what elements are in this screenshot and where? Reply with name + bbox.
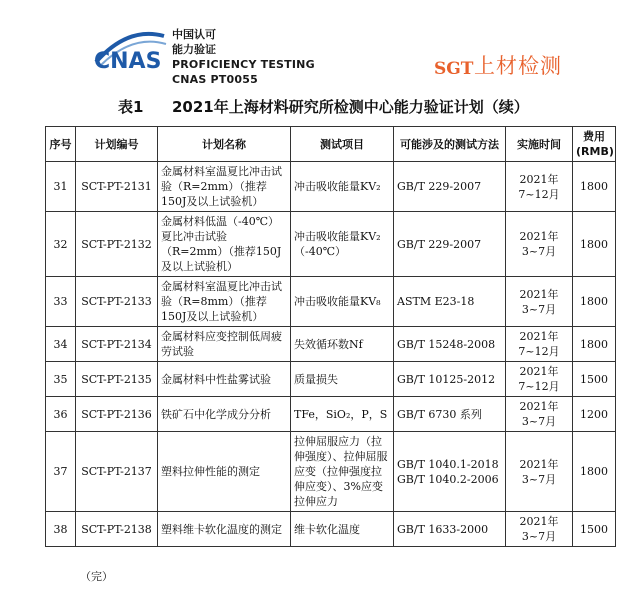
- cell-item: TFe，SiO₂，P，S: [291, 397, 394, 432]
- cell-no: 32: [46, 212, 76, 277]
- cell-code: SCT-PT-2133: [76, 277, 158, 327]
- cnas-cn-line2: 能力验证: [172, 43, 216, 56]
- cell-code: SCT-PT-2132: [76, 212, 158, 277]
- cell-method: GB/T 10125-2012: [394, 362, 506, 397]
- cell-item: 失效循环数Nf: [291, 327, 394, 362]
- cell-time: 2021年 3~7月: [506, 397, 573, 432]
- cell-time: 2021年 3~7月: [506, 512, 573, 547]
- cell-no: 33: [46, 277, 76, 327]
- cell-code: SCT-PT-2137: [76, 432, 158, 512]
- document-header: [0, 0, 643, 92]
- sgt-company-name: 上材检测: [474, 54, 562, 78]
- cell-method: GB/T 1040.1-2018 GB/T 1040.2-2006: [394, 432, 506, 512]
- cell-method: GB/T 1633-2000: [394, 512, 506, 547]
- column-header: 可能涉及的测试方法: [394, 127, 506, 162]
- cell-item: 冲击吸收能量KV₂: [291, 162, 394, 212]
- column-header: 测试项目: [291, 127, 394, 162]
- sgt-logo-text: SGT: [434, 59, 474, 79]
- cell-name: 金属材料中性盐雾试验: [158, 362, 291, 397]
- cnas-en-line2: CNAS PT0055: [172, 73, 258, 86]
- end-mark: （完）: [80, 570, 113, 583]
- cell-name: 塑料维卡软化温度的测定: [158, 512, 291, 547]
- cell-name: 金属材料低温（-40℃）夏比冲击试验（R=2mm）（推荐150J及以上试验机）: [158, 212, 291, 277]
- sgt-logo: [434, 48, 474, 82]
- cell-fee: 1500: [573, 362, 616, 397]
- plan-table: [45, 126, 616, 547]
- table-row: [46, 397, 616, 432]
- cell-method: ASTM E23-18: [394, 277, 506, 327]
- cell-item: 冲击吸收能量KV₂（-40℃）: [291, 212, 394, 277]
- table-header-row: [46, 127, 616, 162]
- table-body: [46, 162, 616, 547]
- cell-time: 2021年 3~7月: [506, 432, 573, 512]
- cell-item: 冲击吸收能量KV₈: [291, 277, 394, 327]
- cell-time: 2021年 7~12月: [506, 362, 573, 397]
- column-header: 计划名称: [158, 127, 291, 162]
- cell-no: 31: [46, 162, 76, 212]
- table-row: [46, 512, 616, 547]
- cnas-en-line1: PROFICIENCY TESTING: [172, 58, 315, 71]
- cnas-text-block: [172, 27, 315, 87]
- cell-no: 34: [46, 327, 76, 362]
- cell-item: 质量损失: [291, 362, 394, 397]
- cell-fee: 1800: [573, 277, 616, 327]
- table-row: [46, 277, 616, 327]
- cnas-logo: [92, 22, 170, 80]
- table-row: [46, 362, 616, 397]
- cell-code: SCT-PT-2131: [76, 162, 158, 212]
- cell-fee: 1500: [573, 512, 616, 547]
- cell-method: GB/T 6730 系列: [394, 397, 506, 432]
- table-row: [46, 162, 616, 212]
- cell-item: 维卡软化温度: [291, 512, 394, 547]
- column-header: 序号: [46, 127, 76, 162]
- cell-method: GB/T 229-2007: [394, 162, 506, 212]
- cnas-logo-text: CNAS: [94, 49, 162, 74]
- cell-code: SCT-PT-2134: [76, 327, 158, 362]
- cell-name: 金属材料室温夏比冲击试验（R=8mm）（推荐150J及以上试验机）: [158, 277, 291, 327]
- column-header: 费用(RMB): [573, 127, 616, 162]
- cell-time: 2021年 3~7月: [506, 277, 573, 327]
- cell-item: 拉伸屈服应力（拉伸强度）、拉伸屈服应变（拉伸强度拉伸应变）、3%应变拉伸应力: [291, 432, 394, 512]
- cnas-cn-line1: 中国认可: [172, 28, 216, 41]
- cell-time: 2021年 7~12月: [506, 162, 573, 212]
- cell-time: 2021年 7~12月: [506, 327, 573, 362]
- cell-no: 35: [46, 362, 76, 397]
- column-header: 实施时间: [506, 127, 573, 162]
- cell-name: 铁矿石中化学成分分析: [158, 397, 291, 432]
- cell-method: GB/T 229-2007: [394, 212, 506, 277]
- column-header: 计划编号: [76, 127, 158, 162]
- cell-no: 37: [46, 432, 76, 512]
- table-row: [46, 327, 616, 362]
- table-title: 2021年上海材料研究所检测中心能力验证计划（续）: [172, 98, 529, 116]
- cell-no: 36: [46, 397, 76, 432]
- table-row: [46, 432, 616, 512]
- table-label: 表1: [118, 98, 144, 116]
- cell-no: 38: [46, 512, 76, 547]
- cell-fee: 1800: [573, 327, 616, 362]
- cell-name: 塑料拉伸性能的测定: [158, 432, 291, 512]
- cell-fee: 1800: [573, 162, 616, 212]
- table-row: [46, 212, 616, 277]
- cell-fee: 1200: [573, 397, 616, 432]
- cell-code: SCT-PT-2138: [76, 512, 158, 547]
- cell-time: 2021年 3~7月: [506, 212, 573, 277]
- cell-method: GB/T 15248-2008: [394, 327, 506, 362]
- cell-fee: 1800: [573, 432, 616, 512]
- cell-fee: 1800: [573, 212, 616, 277]
- cell-code: SCT-PT-2135: [76, 362, 158, 397]
- cell-name: 金属材料室温夏比冲击试验（R=2mm）（推荐150J及以上试验机）: [158, 162, 291, 212]
- cell-code: SCT-PT-2136: [76, 397, 158, 432]
- cell-name: 金属材料应变控制低周疲劳试验: [158, 327, 291, 362]
